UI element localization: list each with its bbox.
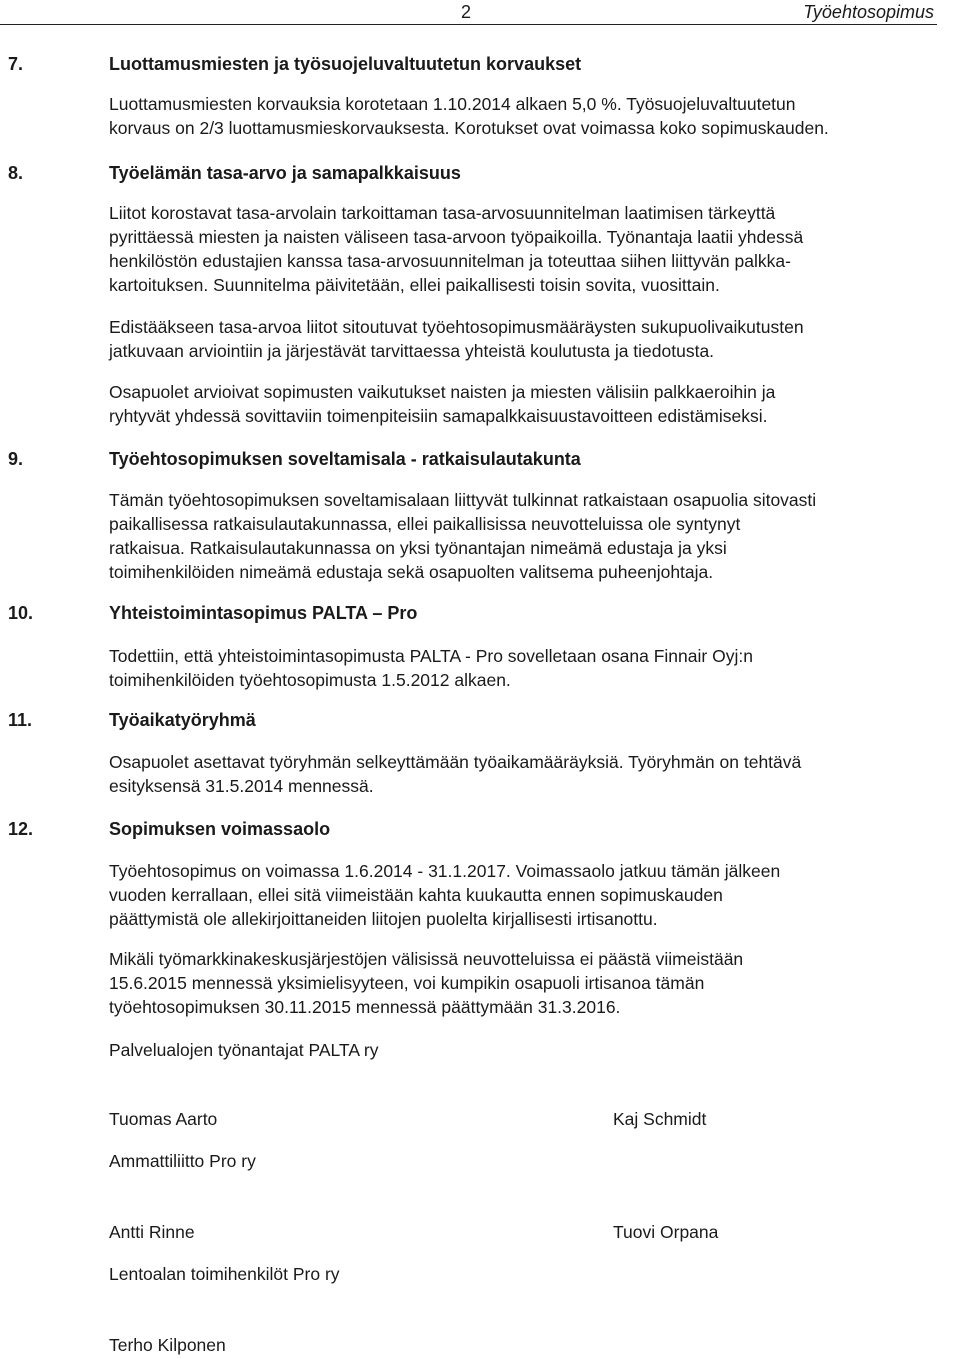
text-line: Mikäli työmarkkinakeskusjärjestöjen välisissä neuvotteluissa ei päästä viimeistään: [109, 949, 744, 969]
text-line: vuoden kerrallaan, ellei sitä viimeistään kahta kuukautta ennen sopimuskauden: [109, 885, 723, 905]
section-number: 11.: [8, 710, 33, 730]
paragraph: [109, 380, 775, 428]
text-line: Todettiin, että yhteistoimintasopimusta PALTA - Pro sovelletaan osana Finnair Oyj:n: [109, 646, 753, 666]
header-divider: [0, 24, 937, 25]
text-line: ratkaisua. Ratkaisulautakunnassa on yksi työnantajan nimeämä edustaja ja yksi: [109, 538, 727, 558]
signatory-name: Kaj Schmidt: [613, 1109, 707, 1129]
text-line: työehtosopimuksen 30.11.2015 mennessä päättymään 31.3.2016.: [109, 997, 621, 1017]
text-line: korvaus on 2/3 luottamusmieskorvauksesta. Korotukset ovat voimassa koko sopimuskauden.: [109, 118, 829, 138]
section-title: Työelämän tasa-arvo ja samapalkkaisuus: [109, 163, 461, 183]
text-line: Luottamusmiesten korvauksia korotetaan 1.10.2014 alkaen 5,0 %. Työsuojeluvaltuutetun: [109, 94, 796, 114]
union-organization: Ammattiliitto Pro ry: [109, 1151, 256, 1171]
paragraph: [109, 201, 803, 297]
section-number: 12.: [8, 819, 34, 839]
section-title: Sopimuksen voimassaolo: [109, 819, 331, 839]
section-title: Työaikatyöryhmä: [109, 710, 256, 730]
text-line: ryhtyvät yhdessä sovittaviin toimenpiteisiin samapalkkaisuustavoitteen edistämiseksi.: [109, 406, 768, 426]
text-line: jatkuvaan arviointiin ja järjestävät tarvittaessa yhteistä koulutusta ja tiedotusta.: [109, 341, 715, 361]
text-line: Osapuolet asettavat työryhmän selkeyttämään työaikamääräyksiä. Työryhmän on tehtävä: [109, 752, 802, 772]
section-number: 10.: [8, 603, 34, 623]
text-line: Tämän työehtosopimuksen soveltamisalaan liittyvät tulkinnat ratkaistaan osapuolia sitovasti: [109, 490, 817, 510]
employer-organization: Palvelualojen työnantajat PALTA ry: [109, 1040, 379, 1060]
union-organization: Lentoalan toimihenkilöt Pro ry: [109, 1264, 340, 1284]
text-line: Työehtosopimus on voimassa 1.6.2014 - 31.1.2017. Voimassaolo jatkuu tämän jälkeen: [109, 861, 781, 881]
text-line: Osapuolet arvioivat sopimusten vaikutukset naisten ja miesten välisiin palkkaeroihin ja: [109, 382, 776, 402]
paragraph: [109, 750, 801, 798]
text-line: toimihenkilöiden työehtosopimusta 1.5.2012 alkaen.: [109, 670, 511, 690]
page-number: 2: [461, 2, 472, 22]
text-line: 15.6.2015 mennessä yksimielisyyteen, voi kumpikin osapuoli irtisanoa tämän: [109, 973, 705, 993]
text-line: henkilöstön edustajien kanssa tasa-arvosuunnitelman ja toteuttaa siihen liittyvän palkka-: [109, 251, 791, 271]
section-number: 9.: [8, 449, 24, 469]
text-line: toimihenkilöiden nimeämä edustaja sekä osapuolten valitsema puheenjohtaja.: [109, 562, 714, 582]
paragraph: [109, 92, 829, 140]
section-number: 7.: [8, 54, 24, 74]
signatory-name: Antti Rinne: [109, 1222, 195, 1242]
paragraph: [109, 947, 743, 1019]
paragraph: [109, 859, 780, 931]
section-title: Työehtosopimuksen soveltamisala - ratkaisulautakunta: [109, 449, 581, 469]
text-line: Liitot korostavat tasa-arvolain tarkoittaman tasa-arvosuunnitelman laatimisen tärkeyttä: [109, 203, 776, 223]
section-number: 8.: [8, 163, 24, 183]
text-line: Edistääkseen tasa-arvoa liitot sitoutuvat työehtosopimusmääräysten sukupuolivaikutusten: [109, 317, 804, 337]
text-line: paikallisessa ratkaisulautakunnassa, ellei paikallisissa neuvotteluissa ole syntynyt: [109, 514, 741, 534]
page-header: [0, 0, 960, 24]
text-line: esityksensä 31.5.2014 mennessä.: [109, 776, 374, 796]
signatory-name: Tuovi Orpana: [613, 1222, 719, 1242]
section-title: Luottamusmiesten ja työsuojeluvaltuutetun korvaukset: [109, 54, 582, 74]
paragraph: [109, 315, 804, 363]
text-line: päättymistä ole allekirjoittaneiden liitojen puolelta kirjallisesti irtisanottu.: [109, 909, 658, 929]
document-title: Työehtosopimus: [803, 2, 934, 22]
section-title: Yhteistoimintasopimus PALTA – Pro: [109, 603, 418, 623]
signatory-name: Terho Kilponen: [109, 1335, 226, 1355]
signatory-name: Tuomas Aarto: [109, 1109, 218, 1129]
paragraph: [109, 644, 753, 692]
text-line: pyrittäessä miesten ja naisten väliseen tasa-arvoon työpaikoilla. Työnantaja laatii yhdessä: [109, 227, 804, 247]
text-line: kartoituksen. Suunnitelma päivitetään, ellei paikallisesti toisin sovita, vuosittain.: [109, 275, 720, 295]
paragraph: [109, 488, 816, 584]
